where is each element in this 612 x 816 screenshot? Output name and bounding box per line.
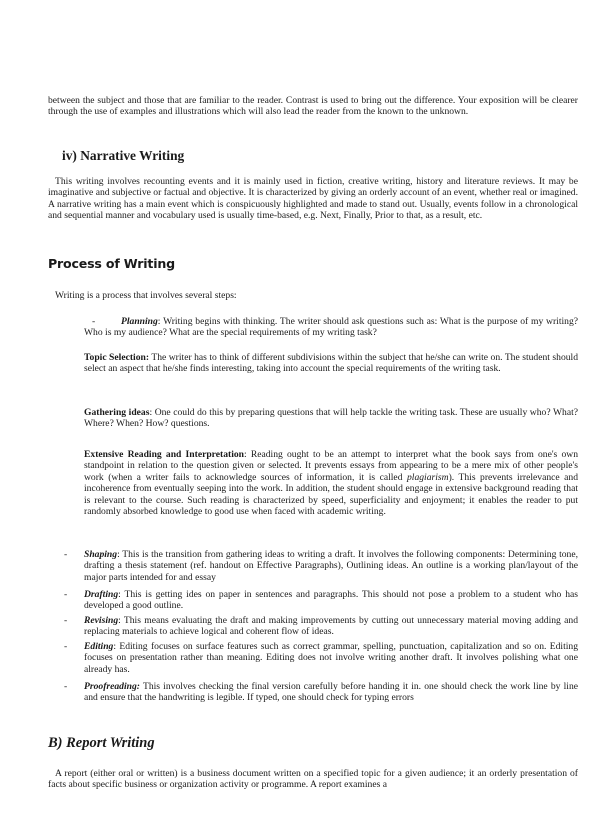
gathering-ideas-sep: :	[149, 407, 153, 418]
drafting-dash: -	[64, 589, 68, 600]
editing-bullet	[84, 641, 578, 675]
editing-term: Editing	[84, 641, 114, 652]
revising-dash: -	[64, 615, 68, 626]
planning-step	[84, 316, 578, 339]
planning-text: Writing begins with thinking. The writer should ask questions such as: What is the purpose of my writing? Who is my audience? What are the special requirements of my writing task?	[84, 316, 578, 339]
gathering-ideas-step	[84, 407, 578, 430]
topic-selection-text: The writer has to think of different subdivisions within the subject that he/she can write on. The student should select an aspect that he/she finds interesting, taking into account the special requirements of the writing task.	[84, 352, 579, 375]
planning-dash: -	[92, 316, 96, 327]
editing-sep: :	[113, 641, 116, 652]
extensive-reading-step	[84, 449, 578, 517]
report-paragraph: A report (either oral or written) is a business document written on a specified topic for a given audience; it an orderly presentation of facts about specific business or organization activity or programme. A report examines a	[48, 768, 578, 791]
drafting-bullet	[84, 589, 578, 612]
narrative-writing-heading: iv) Narrative Writing	[62, 148, 185, 163]
shaping-bullet	[84, 549, 578, 583]
proofreading-term: Proofreading:	[84, 681, 140, 692]
process-intro: Writing is a process that involves several steps:	[55, 290, 237, 301]
shaping-dash: -	[64, 549, 68, 560]
shaping-text: This is the transition from gathering ideas to writing a draft. It involves the following components: Determining tone, drafting a thesis statement (ref. handout on Effective Paragraphs), Outlining ideas. An outline is a working plan/layout of the major parts intended for and essay	[84, 549, 578, 583]
proofreading-text: This involves checking the final version carefully before handing it in. one should check the work line by line and ensure that the handwriting is legible. If typed, one should check for typing errors	[84, 681, 578, 704]
proofreading-dash: -	[64, 681, 68, 692]
topic-selection-term: Topic Selection:	[84, 352, 150, 363]
intro-paragraph: between the subject and those that are familiar to the reader. Contrast is used to bring out the difference. Your exposition will be clearer through the use of examples and illustrations which will also lead the reader from the known to the unknown.	[48, 95, 578, 118]
topic-selection-step	[84, 352, 578, 375]
process-of-writing-heading: Process of Writing	[48, 256, 175, 271]
shaping-sep: :	[117, 549, 120, 560]
narrative-paragraph: This writing involves recounting events and it is mainly used in fiction, creative writing, history and literature reviews. It may be imaginative and subjective or factual and objective. It is characterized by giving an orderly account of an event, whether real or imagined. A narrative writing has a main event which is conspicuously highlighted and made to stand out. Usually, events follow in a chronological and sequential manner and vocabulary used is usually time-based, e.g. Next, Finally, Prior to that, as a result, etc.	[48, 176, 578, 222]
drafting-text: This is getting ides on paper in sentences and paragraphs. This should not pose a problem to a student who has developed a good outline.	[84, 589, 578, 612]
plagiarism-term: plagiarism	[406, 471, 449, 483]
gathering-ideas-term: Gathering ideas	[84, 407, 150, 418]
revising-text: This means evaluating the draft and making improvements by cutting out unnecessary material moving adding and replacing materials to achieve logical and coherent flow of ideas.	[84, 615, 578, 638]
planning-sep: :	[157, 316, 161, 327]
planning-term: Planning	[121, 316, 158, 327]
editing-text: Editing focuses on surface features such as correct grammar, spelling, punctuation, capitalization and so on. Editing focuses on presentation rather than meaning. Editing does not involve writing another draft. It involves polishing what one already has.	[84, 641, 578, 675]
proofreading-bullet	[84, 681, 578, 704]
report-writing-heading: B) Report Writing	[48, 735, 155, 751]
extensive-reading-sep: :	[244, 449, 247, 460]
revising-sep: :	[118, 615, 121, 626]
gathering-ideas-text: One could do this by preparing questions that will help tackle the writing task. These are usually who? What? Where? When? How? questions.	[84, 407, 579, 430]
extensive-reading-term: Extensive Reading and Interpretation	[84, 449, 244, 460]
revising-bullet	[84, 615, 578, 638]
editing-dash: -	[64, 641, 68, 652]
extensive-reading-text-before: Reading ought to be an attempt to interpret what the book says from one's own standpoint in relation to the question given or selected. It prevents essays from appearing to be a mere mix of other people's work (when a writer fails to acknowledge sources of information, it is called	[84, 449, 578, 483]
shaping-term: Shaping	[84, 549, 118, 560]
drafting-sep: :	[118, 589, 121, 600]
revising-term: Revising	[84, 615, 119, 626]
drafting-term: Drafting	[84, 589, 119, 600]
extensive-reading-text-after: ). This prevents irrelevance and incoherence from eventually seeping into the work. In addition, the student should engage in extensive background reading that is relevant to the course. Such reading is characterized by speed, superficiality and enjoyment; it enables the reader to put randomly absorbed knowledge to good use when faced with academic writing.	[84, 471, 578, 518]
